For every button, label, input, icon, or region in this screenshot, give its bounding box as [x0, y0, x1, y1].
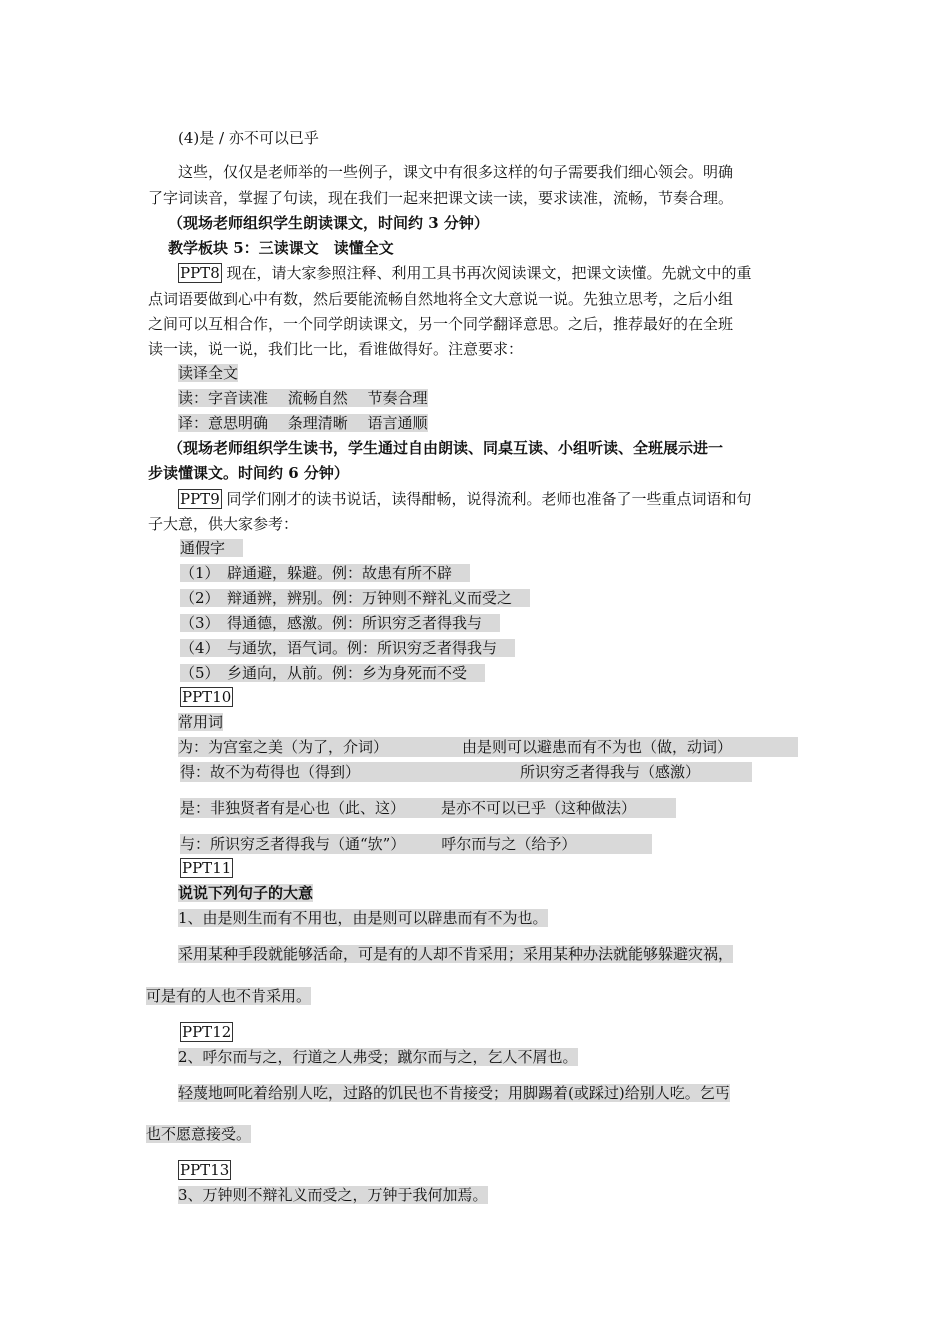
tongjiazi-item: [180, 638, 515, 658]
sentence-2-translation-line-1: [178, 1083, 730, 1103]
requirement-translate-text: 译：意思明确 条理清晰 语言通顺: [178, 414, 428, 432]
tongjiazi-item-text: （2） 辩通辨，辨别。例：万钟则不辩礼义而受之: [180, 589, 530, 607]
ppt11-label: PPT11: [182, 859, 232, 877]
requirement-read-text: 读：字音读准 流畅自然 节奏合理: [178, 389, 428, 407]
requirement-title-text: 读译全文: [178, 364, 239, 382]
tongjiazi-item: [180, 663, 485, 683]
note-1: （现场老师组织学生朗读课文，时间约 3 分钟）: [168, 214, 489, 232]
requirement-translate: [178, 413, 428, 433]
sentence-1-translation-line-1: [178, 944, 733, 964]
para-2-text: 现在，请大家参照注释、利用工具书再次阅读课文，把课文读懂。先就文中的重: [226, 264, 752, 282]
common-word-wei-a: 为：为宫室之美（为了，介词）: [178, 738, 389, 756]
sentence-3-text: 3、万钟则不辩礼义而受之，万钟于我何加焉。: [178, 1186, 488, 1204]
sentence-1-translation-text-2: 可是有的人也不肯采用。: [146, 987, 312, 1005]
tongjiazi-item-text: （4） 与通欤，语气词。例：所识穷乏者得我与: [180, 639, 515, 657]
ppt12-line: [180, 1022, 233, 1042]
common-word-shi: [180, 798, 676, 818]
ppt13-line: [178, 1160, 231, 1180]
sentence-2-translation-text: 轻蔑地呵叱着给别人吃，过路的饥民也不肯接受；用脚踢着(或踩过)给别人吃。乞丐: [178, 1084, 730, 1102]
tongjiazi-title: [180, 538, 243, 558]
section-5-heading: 教学板块 5：三读课文 读懂全文: [168, 239, 394, 257]
common-word-yu-a: 与：所识穷乏者得我与（通“欤”）: [180, 835, 406, 853]
ppt10-line: [180, 687, 233, 707]
note-2-line-2: 步读懂课文。时间约 6 分钟）: [148, 464, 349, 482]
sentence-2: [178, 1047, 578, 1067]
sentence-2-translation-text-2: 也不愿意接受。: [146, 1125, 252, 1143]
common-word-wei: [178, 737, 798, 757]
para-3-line-2: 子大意，供大家参考：: [148, 515, 299, 533]
note-2-line-1: （现场老师组织学生读书，学生通过自由朗读、同桌互读、小组听读、全班展示进一: [168, 439, 724, 457]
ppt13-label: PPT13: [180, 1161, 230, 1179]
common-words-title: [178, 712, 223, 732]
common-word-shi-b: 是亦不可以已乎（这种做法）: [441, 799, 637, 817]
tongjiazi-item: [180, 613, 500, 633]
sentence-3: [178, 1185, 488, 1205]
para-1-line-1: 这些，仅仅是老师举的一些例子，课文中有很多这样的句子需要我们细心领会。明确: [178, 163, 734, 181]
item-4: (4)是 / 亦不可以已乎: [178, 129, 319, 147]
sentences-title: [178, 883, 313, 903]
requirement-read: [178, 388, 428, 408]
sentence-1: [178, 908, 548, 928]
sentences-title-text: 说说下列句子的大意: [178, 884, 314, 902]
para-3-text: 同学们刚才的读书说话，读得酣畅，说得流利。老师也准备了一些重点词语和句: [226, 490, 752, 508]
common-word-de: [180, 762, 752, 782]
tongjiazi-item-text: （5） 乡通向，从前。例：乡为身死而不受: [180, 664, 485, 682]
tongjiazi-item: [180, 588, 530, 608]
ppt12-label: PPT12: [182, 1023, 232, 1041]
tongjiazi-title-text: 通假字: [180, 539, 243, 557]
ppt8-label: PPT8: [180, 264, 220, 282]
para-2-line-2: 点词语要做到心中有数，然后要能流畅自然地将全文大意说一说。先独立思考，之后小组: [148, 290, 734, 308]
ppt11-line: [180, 858, 233, 878]
para-3-line-1: [178, 489, 752, 509]
common-word-yu-b: 呼尔而与之（给予）: [441, 835, 577, 853]
sentence-1-translation-text: 采用某种手段就能够活命，可是有的人却不肯采用；采用某种办法就能够躲避灾祸，: [178, 945, 734, 963]
common-word-de-b: 所识穷乏者得我与（感激）: [520, 763, 701, 781]
sentence-1-translation-line-2: [146, 986, 311, 1006]
sentence-2-translation-line-2: [146, 1124, 251, 1144]
common-word-shi-a: 是：非独贤者有是心也（此、这）: [180, 799, 406, 817]
ppt9-label: PPT9: [180, 490, 220, 508]
common-word-de-a: 得：故不为苟得也（得到）: [180, 763, 361, 781]
common-word-wei-b: 由是则可以避患而有不为也（做，动词）: [462, 738, 733, 756]
tongjiazi-item-text: （1） 辟通避，躲避。例：故患有所不辟: [180, 564, 470, 582]
common-word-yu: [180, 834, 652, 854]
para-1-line-2: 了字词读音，掌握了句读，现在我们一起来把课文读一读，要求读准，流畅，节奏合理。: [148, 189, 734, 207]
sentence-2-text: 2、呼尔而与之，行道之人弗受；蹴尔而与之，乞人不屑也。: [178, 1048, 578, 1066]
para-2-line-4: 读一读，说一说，我们比一比，看谁做得好。注意要求：: [148, 340, 524, 358]
sentence-1-text: 1、由是则生而有不用也，由是则可以辟患而有不为也。: [178, 909, 548, 927]
para-2-line-1: [178, 263, 752, 283]
ppt10-label: PPT10: [182, 688, 232, 706]
para-2-line-3: 之间可以互相合作，一个同学朗读课文，另一个同学翻译意思。之后，推荐最好的在全班: [148, 315, 734, 333]
common-words-title-text: 常用词: [178, 713, 224, 731]
tongjiazi-item: [180, 563, 470, 583]
requirement-title: [178, 363, 238, 383]
tongjiazi-item-text: （3） 得通德，感激。例：所识穷乏者得我与: [180, 614, 500, 632]
